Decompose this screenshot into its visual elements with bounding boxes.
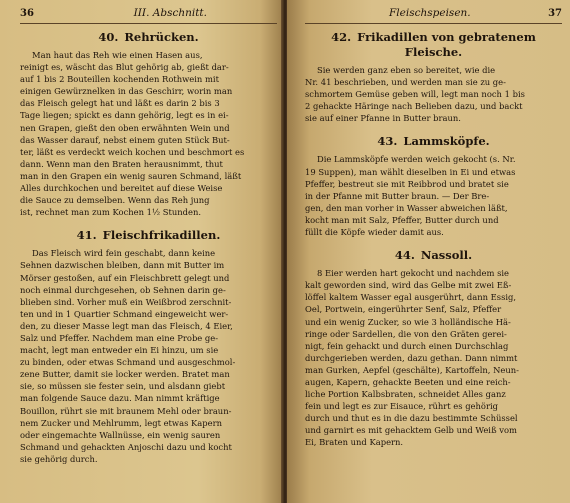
- text-line: durchgerieben werden, dazu gethan. Dann nimmt: [305, 352, 518, 363]
- section-heading-41: [20, 228, 277, 243]
- section-text-44: [305, 267, 562, 448]
- text-line: den, zu dieser Masse legt man das Fleisch, 4 Eier,: [20, 320, 233, 331]
- text-line: gen, den man vorher in Wasser abweichen läßt,: [305, 202, 508, 213]
- text-line: Das Fleisch wird fein geschabt, dann keine: [32, 248, 216, 259]
- text-line: 8 Eier werden hart gekocht und nachdem sie: [317, 268, 510, 279]
- text-line: Man haut das Reh wie einen Hasen aus,: [32, 50, 203, 60]
- text-line: oder eingemachte Wallnüsse, ein wenig sauren: [20, 429, 221, 440]
- text-line: Bouillon, rührt sie mit braunem Mehl oder braun-: [20, 405, 232, 416]
- text-line: löffel kaltem Wasser egal ausgerührt, dann Essig,: [305, 292, 517, 303]
- text-line: man folgende Sauce dazu. Man nimmt kräftige: [20, 393, 220, 404]
- text-line: sie, so müssen sie fester sein, und alsdann giebt: [20, 381, 226, 392]
- section-heading-42: [305, 30, 562, 60]
- text-line: 2 gehackte Häringe nach Belieben dazu, und backt: [305, 101, 523, 112]
- section-text-40: [20, 49, 277, 218]
- section-title-line: Fleische.: [404, 45, 463, 59]
- text-line: Nr. 41 beschrieben, und werden man sie zu ge-: [305, 77, 506, 88]
- text-line: Ei, Braten und Kapern.: [305, 437, 404, 448]
- text-line: Oel, Portwein, eingerührter Senf, Salz, Pfeffer: [305, 304, 502, 315]
- section-number: 42.: [331, 30, 352, 44]
- text-line: Mörser gestoßen, auf ein Fleischbrett gelegt und: [20, 272, 230, 283]
- text-line: Schmand und gehackten Anjoschi dazu und kocht: [20, 441, 232, 452]
- section-heading-44: [305, 248, 562, 263]
- text-line: Sie werden ganz eben so bereitet, wie die: [317, 65, 496, 75]
- section-title: Nassoll.: [420, 248, 473, 263]
- section-text-43: [305, 153, 562, 238]
- text-line: Salz und Pfeffer. Nachdem man eine Probe ge-: [20, 332, 219, 343]
- text-line: zene Butter, damit sie locker werden. Bratet man: [20, 369, 230, 380]
- text-line: augen, Kapern, gehackte Beeten und eine reich-: [305, 376, 511, 387]
- text-line: ten und in 1 Quartier Schmand eingeweicht wer-: [20, 308, 229, 319]
- text-line: ist, rechnet man zum Kochen 1½ Stunden.: [20, 207, 202, 218]
- text-line: liche Portion Kalbsbraten, schneidet Alles ganz: [305, 389, 506, 400]
- text-line: nem Zucker und Mehlrumm, legt etwas Kapern: [20, 417, 223, 428]
- text-line: sie gehörig durch.: [20, 453, 98, 464]
- right-head-rule: [305, 23, 562, 24]
- text-line: nigt, fein gehackt und durch einen Durchschlag: [305, 340, 509, 351]
- text-line: ter, läßt es verdeckt weich kochen und beschmort es: [20, 146, 245, 157]
- text-line: 19 Suppen), man wählt dieselben in Ei und etwas: [305, 166, 516, 177]
- text-line: einigen Gewürznelken in das Geschirr, worin man: [20, 86, 233, 97]
- section-heading-40: [20, 30, 277, 45]
- text-line: ringe oder Sardellen, die von den Gräten gerei-: [305, 328, 507, 339]
- section-number: 43.: [377, 134, 398, 149]
- section-title-line: Frikadillen von gebratenem: [357, 30, 536, 44]
- section-number: 44.: [394, 248, 415, 263]
- section-number: 40.: [98, 30, 119, 44]
- right-running-title: Fleischspeisen.: [389, 7, 471, 19]
- text-line: kalt geworden sind, wird das Gelbe mit zwei Eß-: [305, 280, 512, 291]
- text-line: kocht man mit Salz, Pfeffer, Butter durch und: [305, 214, 499, 225]
- left-page: [0, 0, 283, 503]
- text-line: zu binden, oder etwas Schmand und ausgeschmol-: [20, 357, 236, 368]
- text-line: noch einmal durchgesehen, ob Sehnen darin ge-: [20, 284, 226, 295]
- right-page-number: 37: [548, 8, 562, 19]
- right-running-head: [305, 6, 562, 20]
- text-line: die Sauce zu demselben. Wenn das Reh jung: [20, 195, 210, 206]
- section-text-42: [305, 64, 562, 124]
- text-line: man Gurken, Aepfel (geschälte), Kartoffeln, Neun-: [305, 364, 520, 375]
- text-line: reinigt es, wäscht das Blut gehörig ab, gießt dar-: [20, 62, 229, 73]
- text-line: Die Lammsköpfe werden weich gekocht (s. Nr.: [317, 154, 516, 165]
- text-line: fein und legt es zur Eisauce, rührt es gehörig: [305, 401, 498, 412]
- text-line: schmortem Gemüse geben will, legt man noch 1 bis: [305, 89, 525, 100]
- text-line: Tage liegen; spickt es dann gehörig, legt es in ei-: [20, 110, 229, 121]
- text-line: man in den Grapen ein wenig sauren Schmand, läßt: [20, 170, 242, 181]
- text-line: in der Pfanne mit Butter braun. — Der Bre-: [305, 190, 490, 201]
- text-line: sie auf einer Pfanne in Butter braun.: [305, 113, 461, 124]
- section-title: Fleischfrikadillen.: [102, 228, 221, 243]
- left-head-rule: [20, 23, 277, 24]
- section-number: 41.: [76, 228, 97, 243]
- text-line: Alles durchkochen und bereitet auf diese Weise: [20, 183, 223, 194]
- section-text-41: [20, 247, 277, 465]
- text-line: durch und thut es in die dazu bestimmte Schüssel: [305, 413, 518, 424]
- text-line: füllt die Köpfe wieder damit aus.: [305, 227, 444, 238]
- left-page-number: 36: [20, 8, 34, 19]
- left-running-head: [20, 6, 277, 20]
- section-title: Lammsköpfe.: [403, 134, 490, 149]
- section-title: Rehrücken.: [124, 30, 199, 44]
- text-line: Sehnen dazwischen bleiben, dann mit Butter im: [20, 260, 225, 271]
- text-line: macht, legt man entweder ein Ei hinzu, um sie: [20, 345, 219, 356]
- text-line: und ein wenig Zucker, so wie 3 holländische Hä-: [305, 316, 511, 327]
- text-line: das Wasser darauf, nebst einem guten Stück But-: [20, 134, 230, 145]
- text-line: und garnirt es mit gehacktem Gelb und Weiß vom: [305, 425, 517, 436]
- text-line: blieben sind. Vorher muß ein Weißbrod zerschnit-: [20, 296, 232, 307]
- section-heading-43: [305, 134, 562, 149]
- text-line: nen Grapen, gießt den oben erwähnten Wein und: [20, 122, 230, 133]
- text-line: Pfeffer, bestreut sie mit Reibbrod und bratet sie: [305, 178, 509, 189]
- text-line: das Fleisch gelegt hat und läßt es darin 2 bis 3: [20, 98, 220, 109]
- text-line: auf 1 bis 2 Bouteillen kochenden Rothwein mit: [20, 74, 219, 85]
- text-line: dann. Wenn man den Braten herausnimmt, thut: [20, 158, 223, 169]
- left-running-title: III. Abschnitt.: [133, 7, 207, 19]
- right-page: [287, 0, 570, 503]
